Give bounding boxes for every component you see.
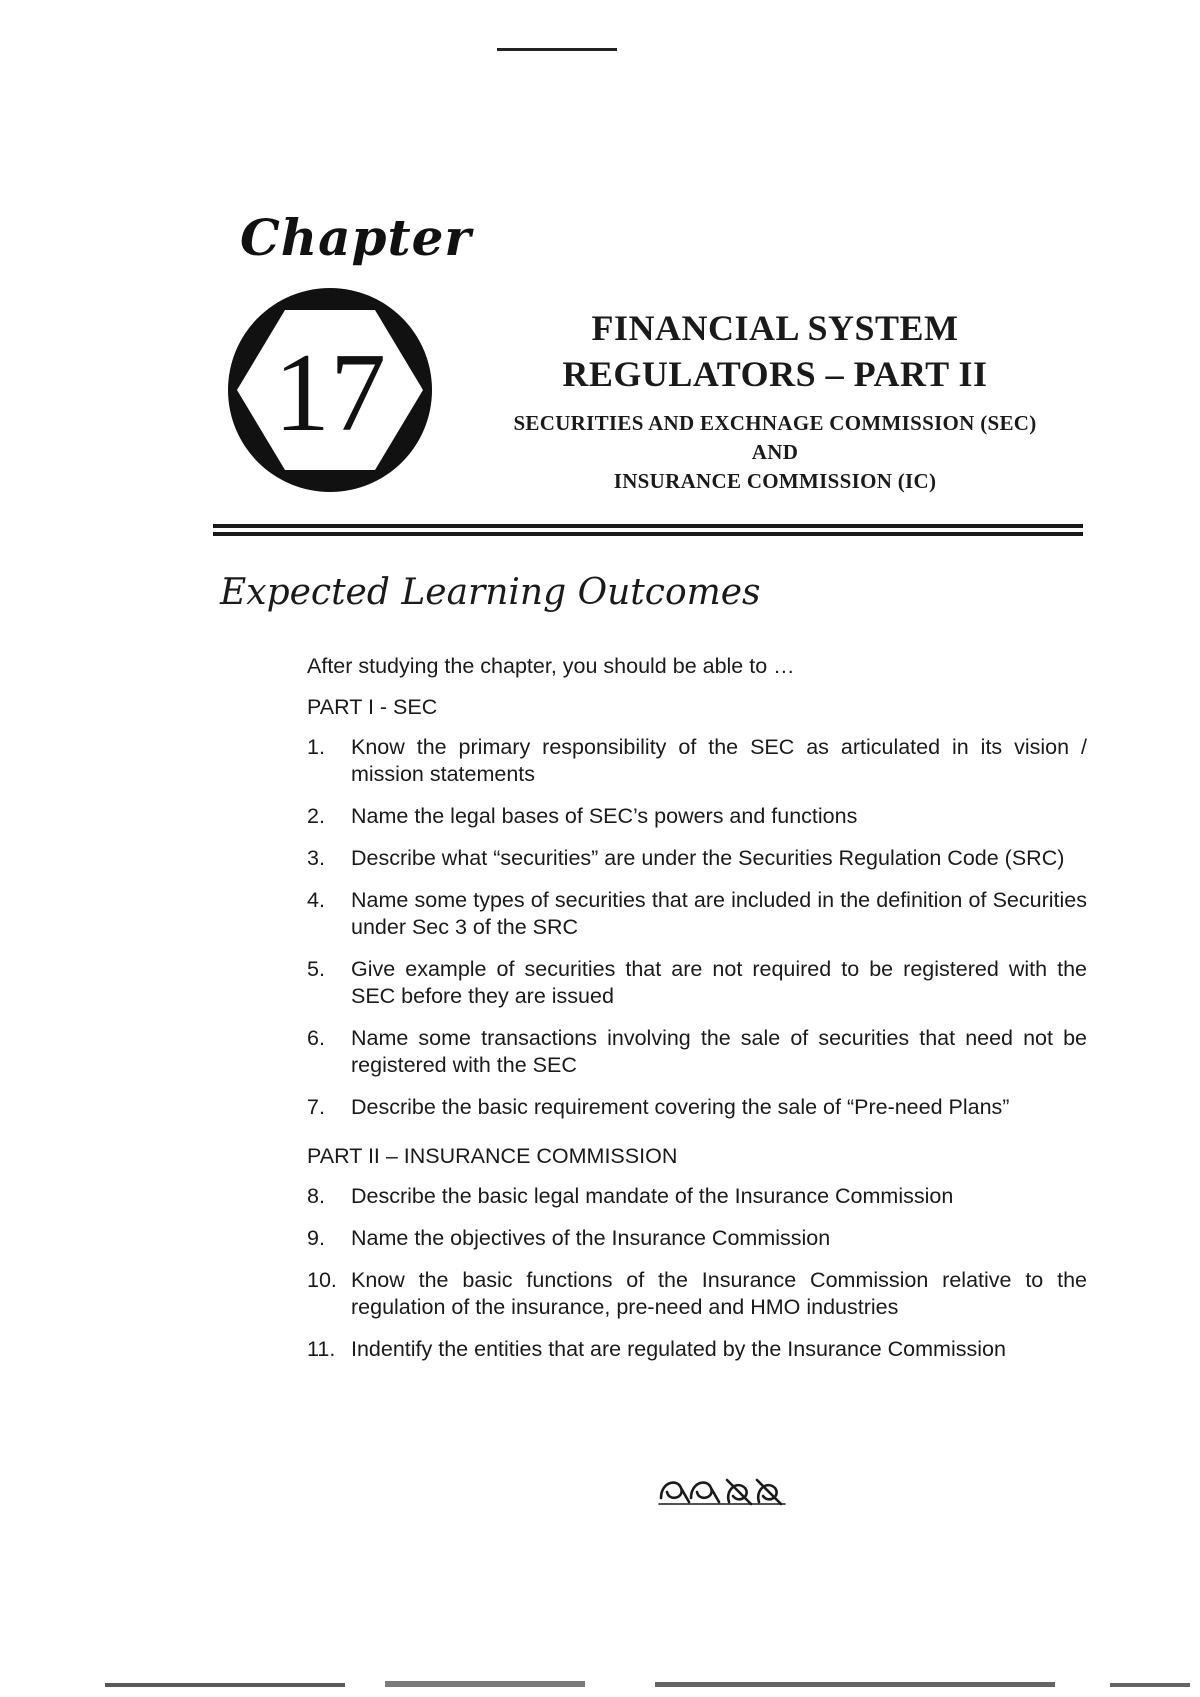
list-item-number: 8. (307, 1184, 325, 1208)
list-item-text: Describe the basic legal mandate of the Insurance Commission (351, 1184, 954, 1208)
list-item (307, 803, 1087, 830)
list-item-number: 4. (307, 888, 325, 912)
decorative-ornament-icon (655, 1468, 790, 1508)
learning-outcomes-heading: Expected Learning Outcomes (220, 572, 761, 613)
end-ornament-icon (655, 1468, 790, 1508)
chapter-title-line-2: REGULATORS – PART II (562, 354, 988, 394)
list-item-number: 1. (307, 735, 325, 759)
scan-artifact-bottom-4 (1110, 1683, 1190, 1687)
list-item-text: Name the legal bases of SEC’s powers and functions (351, 804, 858, 828)
part-2-heading: PART II – INSURANCE COMMISSION (307, 1144, 678, 1168)
chapter-subtitle-line-3: INSURANCE COMMISSION (IC) (613, 469, 937, 493)
list-item (307, 734, 1087, 788)
list-item-text: Name the objectives of the Insurance Commission (351, 1226, 831, 1250)
list-item (307, 1267, 1087, 1321)
chapter-subtitle-line-1: SECURITIES AND EXCHNAGE COMMISSION (SEC) (513, 411, 1037, 435)
list-item-text: Name some transactions involving the sale of securities that need not be registered with the SEC (351, 1026, 1087, 1077)
list-item-number: 5. (307, 957, 325, 981)
list-item-number: 2. (307, 804, 325, 828)
part-1-heading: PART I - SEC (307, 695, 438, 719)
list-item (307, 1183, 1087, 1210)
list-item-number: 10. (307, 1268, 337, 1292)
list-item-number: 11. (307, 1337, 336, 1361)
list-item-number: 3. (307, 846, 325, 870)
list-item-number: 7. (307, 1095, 325, 1119)
scan-artifact-bottom-3 (655, 1682, 1055, 1687)
list-item-number: 6. (307, 1026, 325, 1050)
scan-artifact-bottom-2 (385, 1681, 585, 1687)
section-divider (213, 524, 1083, 536)
list-item (307, 1336, 1087, 1363)
chapter-subtitle-line-2: AND (751, 440, 799, 464)
chapter-label: Chapter (240, 208, 472, 267)
scan-artifact-top (497, 48, 617, 51)
scan-artifact-bottom-1 (105, 1683, 345, 1687)
learning-outcomes-content (307, 653, 1087, 1378)
list-item-text: Describe what “securities” are under the Securities Regulation Code (SRC) (351, 846, 1065, 870)
list-item (307, 887, 1087, 941)
list-item-text: Indentify the entities that are regulated by the Insurance Commission (351, 1337, 1006, 1361)
chapter-hexagon-icon (225, 285, 435, 495)
list-item-number: 9. (307, 1226, 325, 1250)
list-item (307, 1094, 1087, 1121)
intro-text: After studying the chapter, you should be able to … (307, 654, 795, 678)
list-item (307, 1025, 1087, 1079)
chapter-title-block (455, 305, 1095, 496)
list-item (307, 956, 1087, 1010)
list-item (307, 1225, 1087, 1252)
chapter-title-line-1: FINANCIAL SYSTEM (591, 308, 959, 348)
list-item-text: Name some types of securities that are included in the definition of Securities under Sec 3 of the SRC (351, 888, 1087, 939)
list-item-text: Know the basic functions of the Insurance Commission relative to the regulation of the insurance, pre-need and HMO industries (351, 1268, 1087, 1319)
list-item (307, 845, 1087, 872)
chapter-badge (225, 285, 435, 495)
chapter-number: 17 (274, 331, 386, 455)
list-item-text: Give example of securities that are not required to be registered with the SEC before they are issued (351, 957, 1087, 1008)
list-item-text: Describe the basic requirement covering the sale of “Pre-need Plans” (351, 1095, 1010, 1119)
list-item-text: Know the primary responsibility of the SEC as articulated in its vision / mission statements (351, 735, 1087, 786)
